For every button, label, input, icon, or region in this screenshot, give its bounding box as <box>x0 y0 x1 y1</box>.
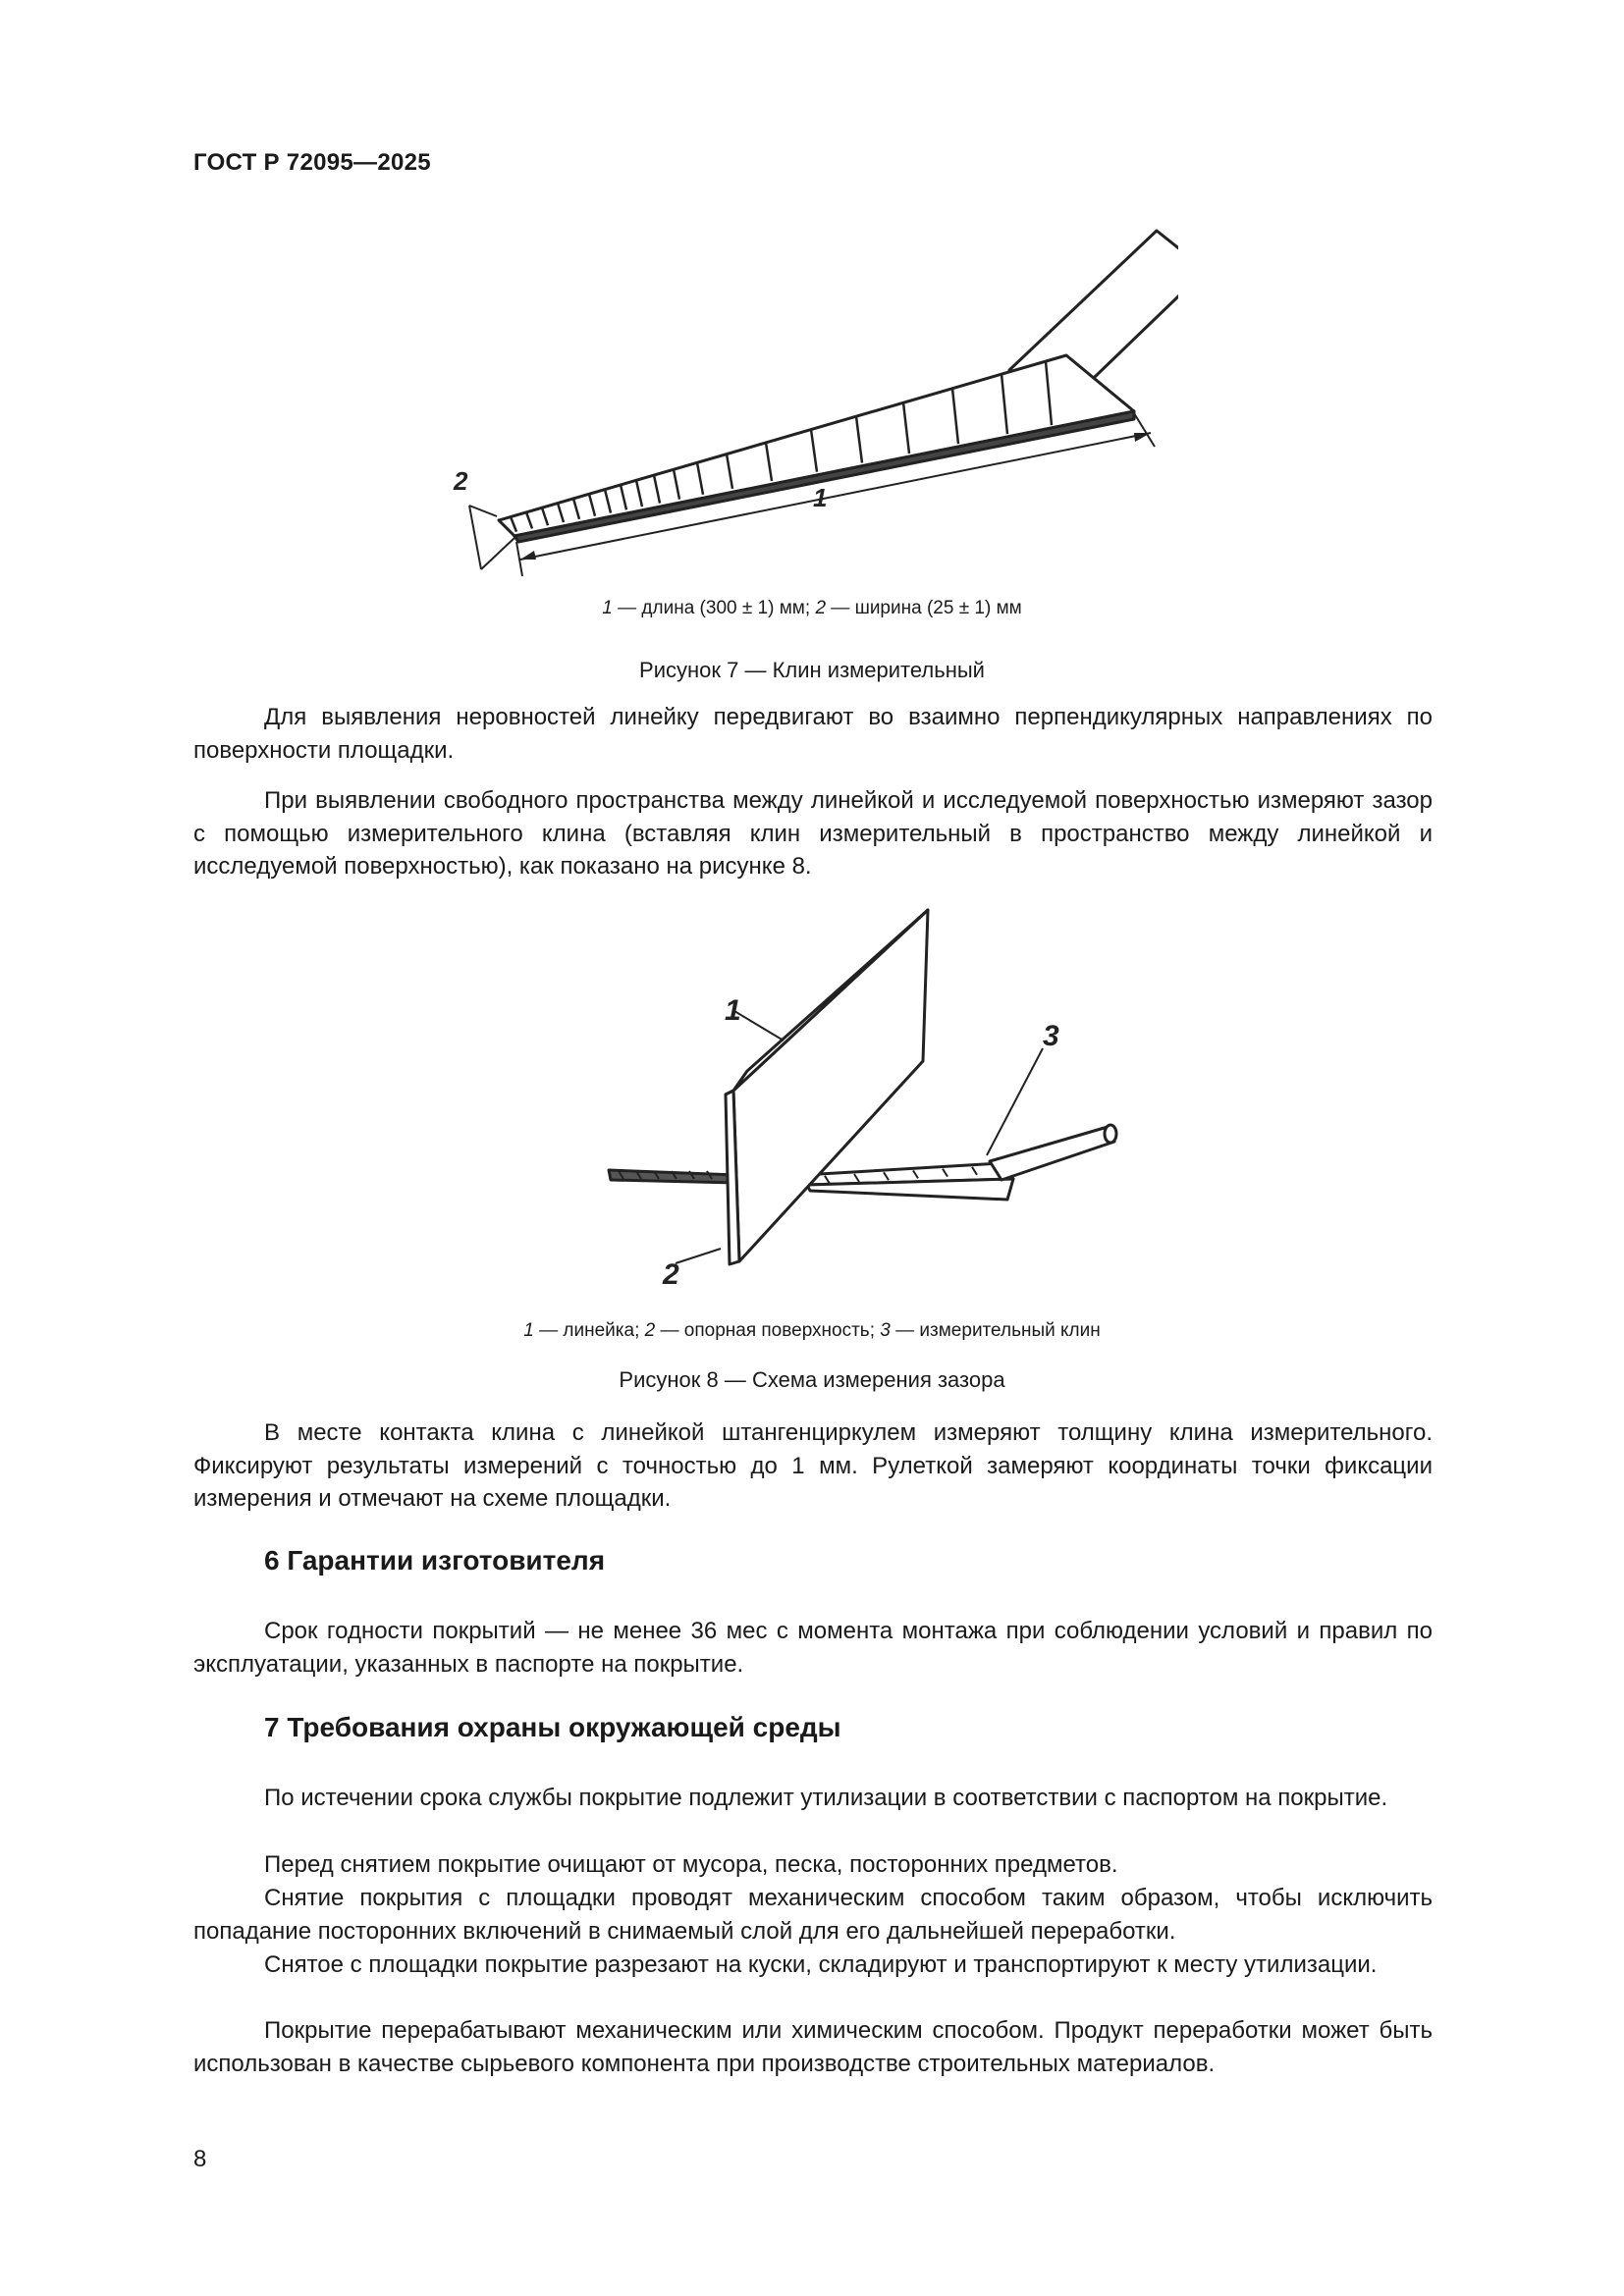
paragraph: По истечении срока службы покрытие подлежит утилизации в соответствии с паспортом на покрытие. <box>264 1785 1388 1811</box>
paragraph: Для выявления неровностей линейку передвигают во взаимно перпендикулярных направлениях по поверхности площадки. <box>193 704 1433 764</box>
figure-7-legend-text-1: — длина (300 ± 1) мм; <box>612 598 816 618</box>
figure-8-legend-text-1: — линейка; <box>533 1320 645 1341</box>
figure-7-label-2: 2 <box>454 466 468 496</box>
figure-8-legend-text-2: — опорная поверхность; <box>655 1320 881 1341</box>
paragraph: Покрытие перерабатывают механическим или химическим способом. Продукт переработки может быть использован в качестве сырьевого компонента при производстве строительных материалов. <box>193 2017 1433 2077</box>
figure-7-legend-text-2: — ширина (25 ± 1) мм <box>826 598 1022 618</box>
figure-7-legend-key-1: 1 <box>602 598 613 618</box>
section-7-heading: 7 Требования охраны окружающей среды <box>264 1712 841 1742</box>
figure-8-legend-key-2: 2 <box>644 1320 656 1341</box>
figure-7-label-1: 1 <box>813 483 828 512</box>
figure-8-label-1: 1 <box>725 994 741 1027</box>
section-6-heading: 6 Гарантии изготовителя <box>264 1545 606 1575</box>
paragraph: В месте контакта клина с линейкой штангенциркулем измеряют толщину клина измерительного. Фиксируют результаты измерений с точностью до 1 мм. Рулеткой замеряют координаты точки фиксации измерения и отмечают на схеме площадки. <box>193 1419 1433 1512</box>
paragraph: Снятое с площадки покрытие разрезают на куски, складируют и транспортируют к месту утилизации. <box>264 1951 1378 1978</box>
document-header: ГОСТ Р 72095—2025 <box>193 149 431 176</box>
figure-8-legend-key-1: 1 <box>523 1320 534 1341</box>
paragraph: Снятие покрытия с площадки проводят механическим способом таким образом, чтобы исключить попадание посторонних включений в снимаемый слой для его дальнейшей переработки. <box>193 1885 1433 1945</box>
figure-8-label-2: 2 <box>663 1258 679 1291</box>
paragraph: Срок годности покрытий — не менее 36 мес с момента монтажа при соблюдении условий и правил по эксплуатации, указанных в паспорте на покрытие. <box>193 1618 1433 1678</box>
figure-8-scheme-drawing <box>589 898 1139 1301</box>
wedge-handle <box>990 1127 1114 1180</box>
figure-8-title: Рисунок 8 — Схема измерения зазора <box>619 1367 1005 1392</box>
figure-8-legend-key-3: 3 <box>880 1320 891 1341</box>
paragraph: Перед снятием покрытие очищают от мусора, песка, посторонних предметов. <box>264 1851 1118 1878</box>
ruler-face <box>733 910 928 1261</box>
page-number: 8 <box>193 2146 207 2172</box>
figure-8-legend <box>0 1320 1624 1342</box>
figure-7-legend-key-2: 2 <box>815 598 827 618</box>
figure-8-label-3: 3 <box>1043 1020 1059 1052</box>
figure-7-title: Рисунок 7 — Клин измерительный <box>639 658 985 682</box>
figure-7-legend <box>0 598 1624 619</box>
figure-7-wedge-drawing <box>432 221 1178 594</box>
figure-8-legend-text-3: — измерительный клин <box>890 1320 1101 1341</box>
paragraph: При выявлении свободного пространства между линейкой и исследуемой поверхностью измеряют зазор с помощью измерительного клина (вставляя клин измерительный в пространство между линейкой и исследуемой поверхностью), как показано на рисунке 8. <box>193 787 1433 880</box>
